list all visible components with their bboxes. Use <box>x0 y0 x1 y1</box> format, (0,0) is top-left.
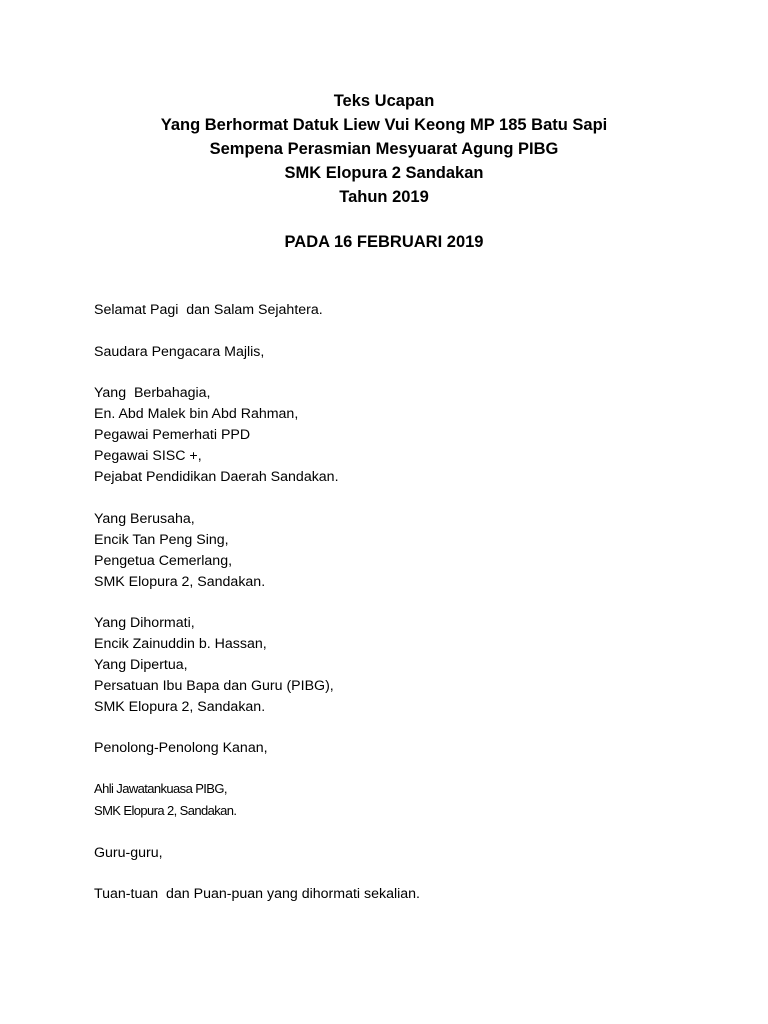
greeting-line: Selamat Pagi dan Salam Sejahtera. <box>94 302 323 318</box>
salutation-line: Encik Tan Peng Sing, <box>94 532 229 548</box>
salutation-line: Encik Zainuddin b. Hassan, <box>94 636 267 652</box>
title-line: Yang Berhormat Datuk Liew Vui Keong MP 185 Batu Sapi <box>160 116 608 134</box>
salutation-line: Pegawai SISC +, <box>94 448 202 464</box>
title-line: Teks Ucapan <box>333 92 435 110</box>
salutation-line: Persatuan Ibu Bapa dan Guru (PIBG), <box>94 678 334 694</box>
title-line: Sempena Perasmian Mesyuarat Agung PIBG <box>209 140 559 158</box>
assistants-line: Penolong-Penolong Kanan, <box>94 740 268 756</box>
speech-date: PADA 16 FEBRUARI 2019 <box>284 233 484 251</box>
salutation-line: Yang Dihormati, <box>94 615 195 631</box>
title-line: Tahun 2019 <box>339 188 429 206</box>
salutation-line: Yang Berusaha, <box>94 511 195 527</box>
salutation-line: SMK Elopura 2, Sandakan. <box>94 574 266 590</box>
title-line: SMK Elopura 2 Sandakan <box>284 164 484 182</box>
salutation-line: Yang Dipertua, <box>94 657 188 673</box>
salutation-line: Yang Berbahagia, <box>94 385 211 401</box>
salutation-line: En. Abd Malek bin Abd Rahman, <box>94 406 299 422</box>
committee-line: Ahli Jawatankuasa PIBG, <box>94 781 227 796</box>
teachers-line: Guru-guru, <box>94 845 163 861</box>
salutation-line: Pejabat Pendidikan Daerah Sandakan. <box>94 469 339 485</box>
salutation-line: Pengetua Cemerlang, <box>94 553 233 569</box>
committee-line: SMK Elopura 2, Sandakan. <box>94 803 237 818</box>
speech-title <box>0 89 768 209</box>
salutation-line: SMK Elopura 2, Sandakan. <box>94 699 266 715</box>
audience-line: Tuan-tuan dan Puan-puan yang dihormati sekalian. <box>94 886 421 902</box>
emcee-line: Saudara Pengacara Majlis, <box>94 344 265 360</box>
salutation-line: Pegawai Pemerhati PPD <box>94 427 251 443</box>
